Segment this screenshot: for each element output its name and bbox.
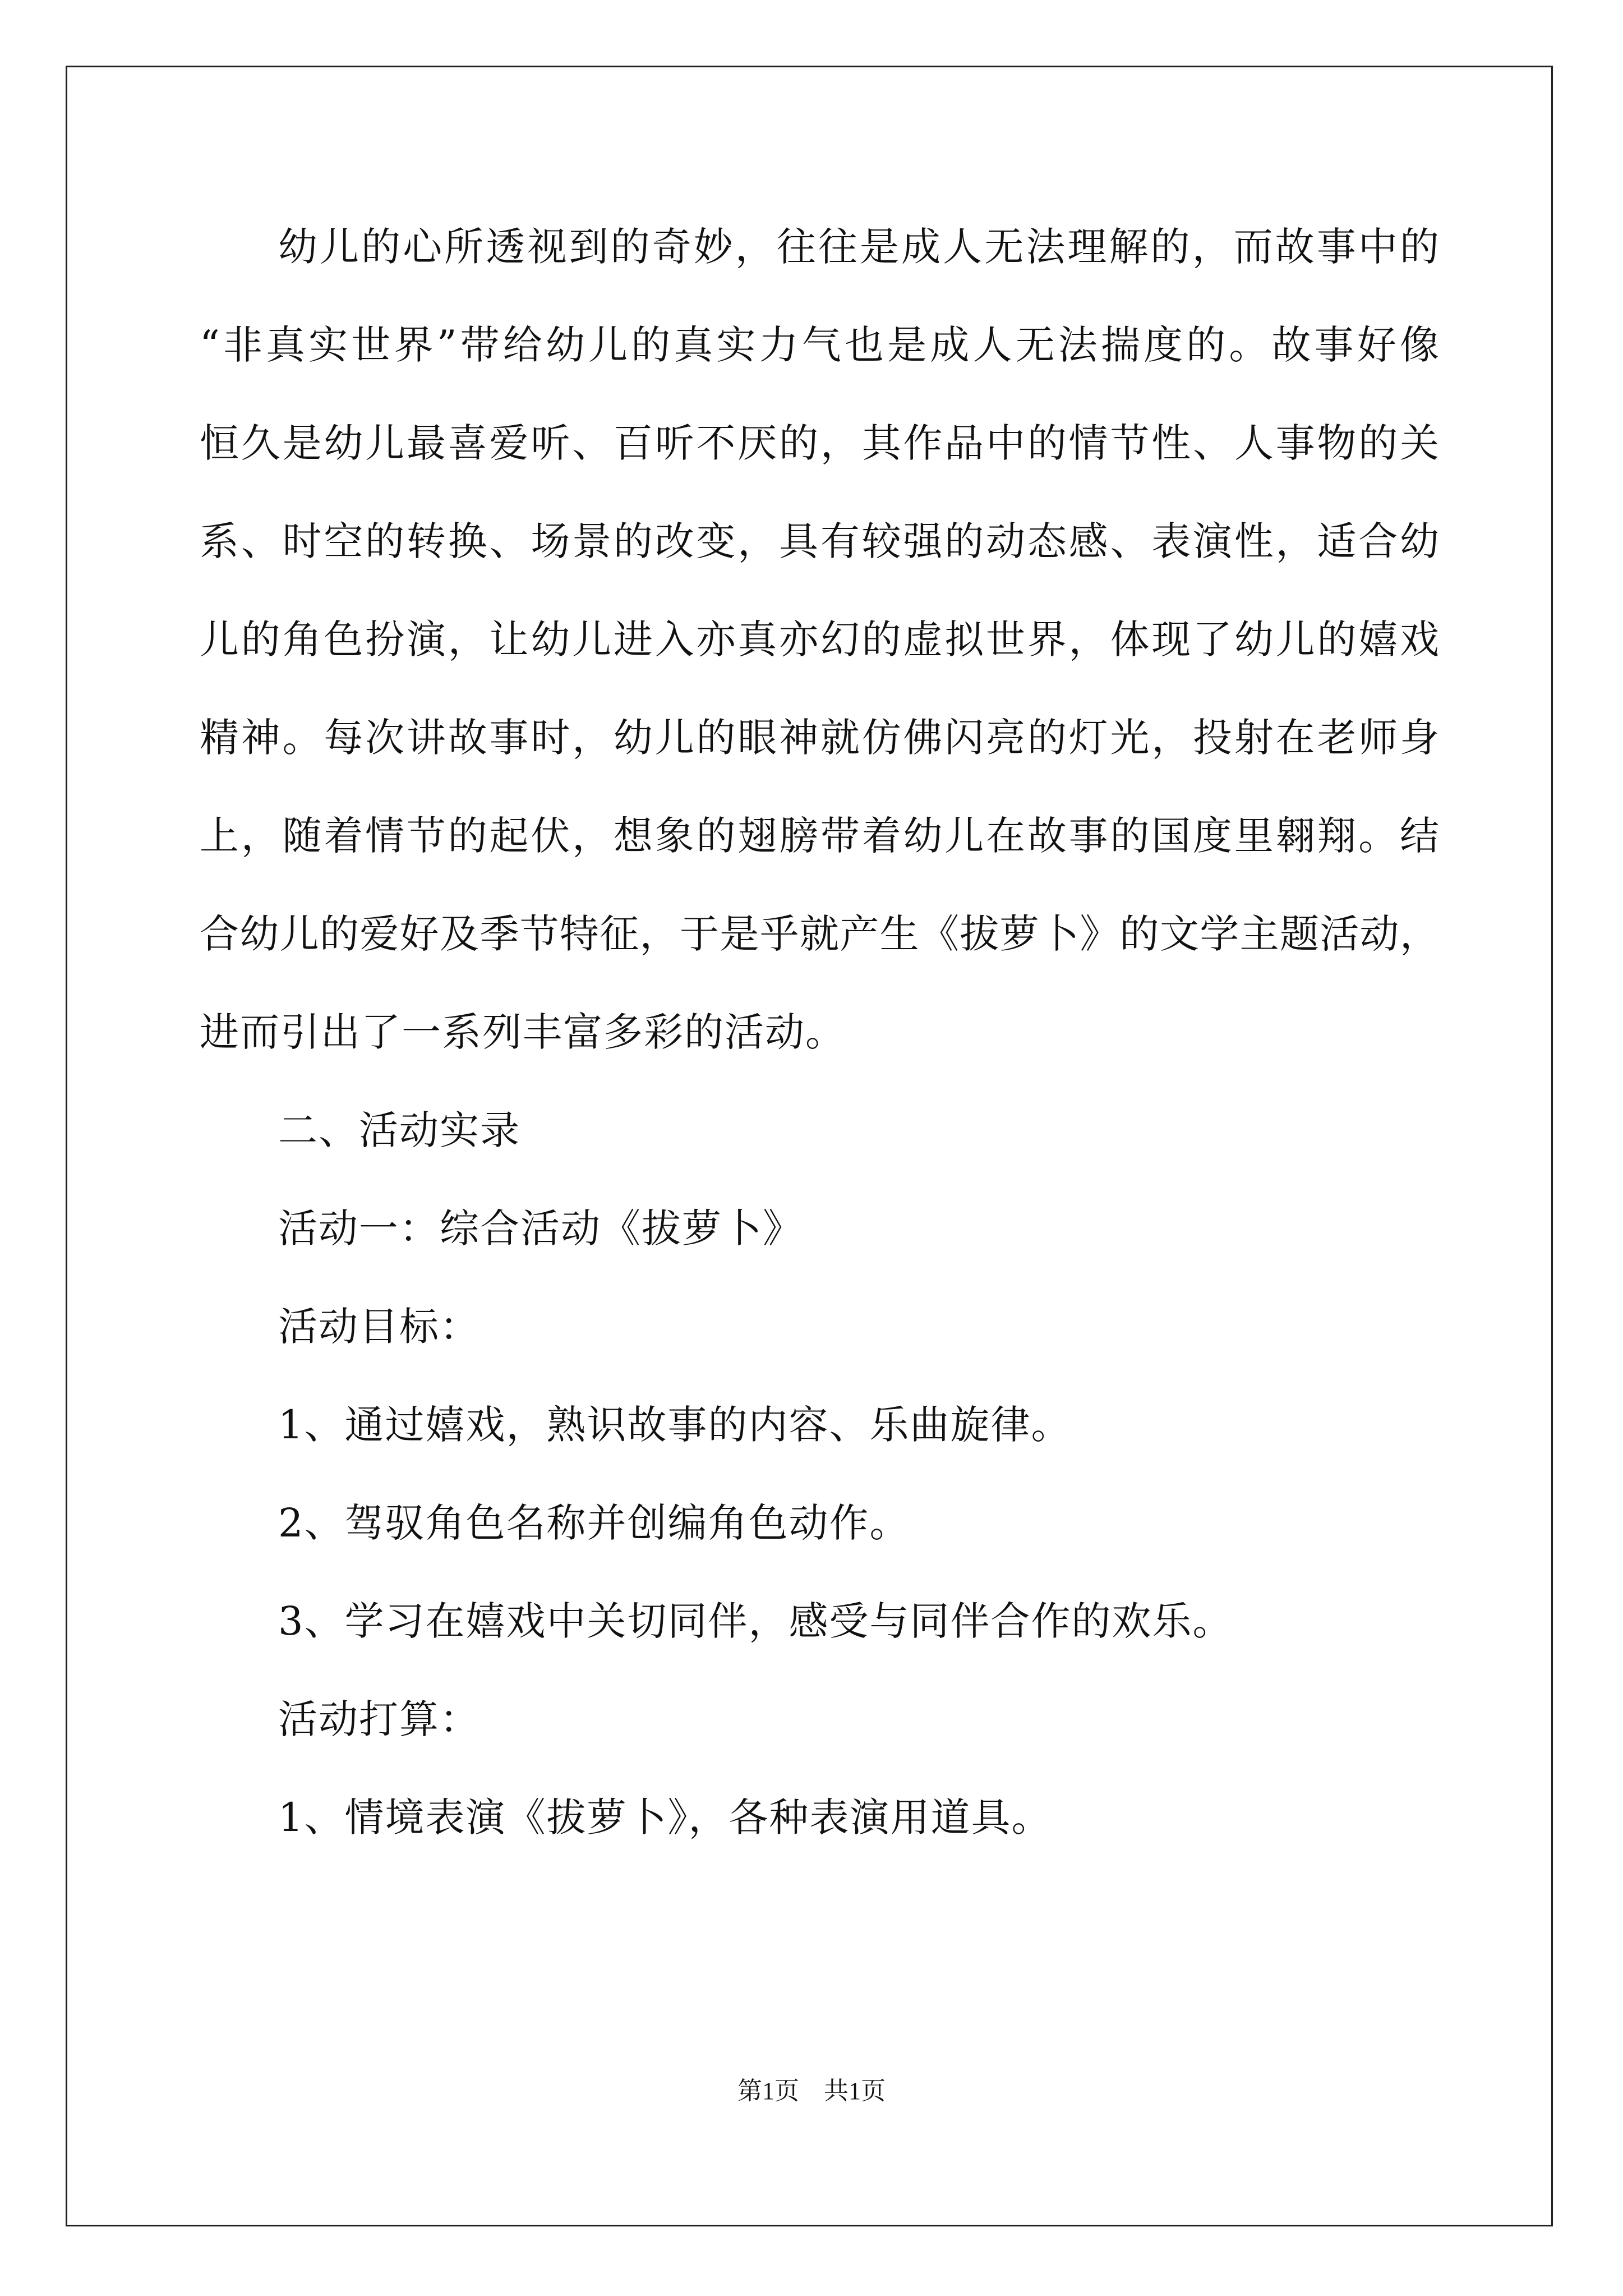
goal-item: 3、学习在嬉戏中关切同伴，感受与同伴合作的欢乐。 [278,1598,1233,1644]
paragraph-line: 精神。每次讲故事时，幼儿的眼神就仿佛闪亮的灯光，投射在老师身 [200,715,1439,761]
page-footer [0,2074,1623,2108]
page-number: 第1页 [737,2077,799,2105]
prep-heading: 活动打算： [278,1696,480,1742]
goal-item: 1、通过嬉戏，熟识故事的内容、乐曲旋律。 [278,1402,1072,1448]
paragraph-line: 幼儿的心所透视到的奇妙，往往是成人无法理解的，而故事中的 [278,224,1439,270]
paragraph-line: 系、时空的转换、场景的改变，具有较强的动态感、表演性，适合幼 [200,518,1439,564]
goal-item: 2、驾驭角色名称并创编角色动作。 [278,1500,910,1546]
paragraph-line: 进而引出了一系列丰富多彩的活动。 [200,1009,846,1055]
prep-item: 1、情境表演《拔萝卜》，各种表演用道具。 [278,1795,1052,1841]
goals-heading: 活动目标： [278,1304,480,1350]
paragraph-line: “非真实世界”带给幼儿的真实力气也是成人无法揣度的。故事好像 [200,322,1439,368]
paragraph-line: 上，随着情节的起伏，想象的翅膀带着幼儿在故事的国度里翱翔。结 [200,813,1439,859]
section-heading: 二、活动实录 [278,1107,520,1153]
paragraph-line: 恒久是幼儿最喜爱听、百听不厌的，其作品中的情节性、人事物的关 [200,420,1439,466]
page-total: 共1页 [824,2077,886,2105]
paragraph-line: 合幼儿的爱好及季节特征，于是乎就产生《拔萝卜》的文学主题活动， [200,911,1439,957]
paragraph-line: 儿的角色扮演，让幼儿进入亦真亦幻的虚拟世界，体现了幼儿的嬉戏 [200,616,1439,662]
activity-title: 活动一：综合活动《拔萝卜》 [278,1205,803,1251]
